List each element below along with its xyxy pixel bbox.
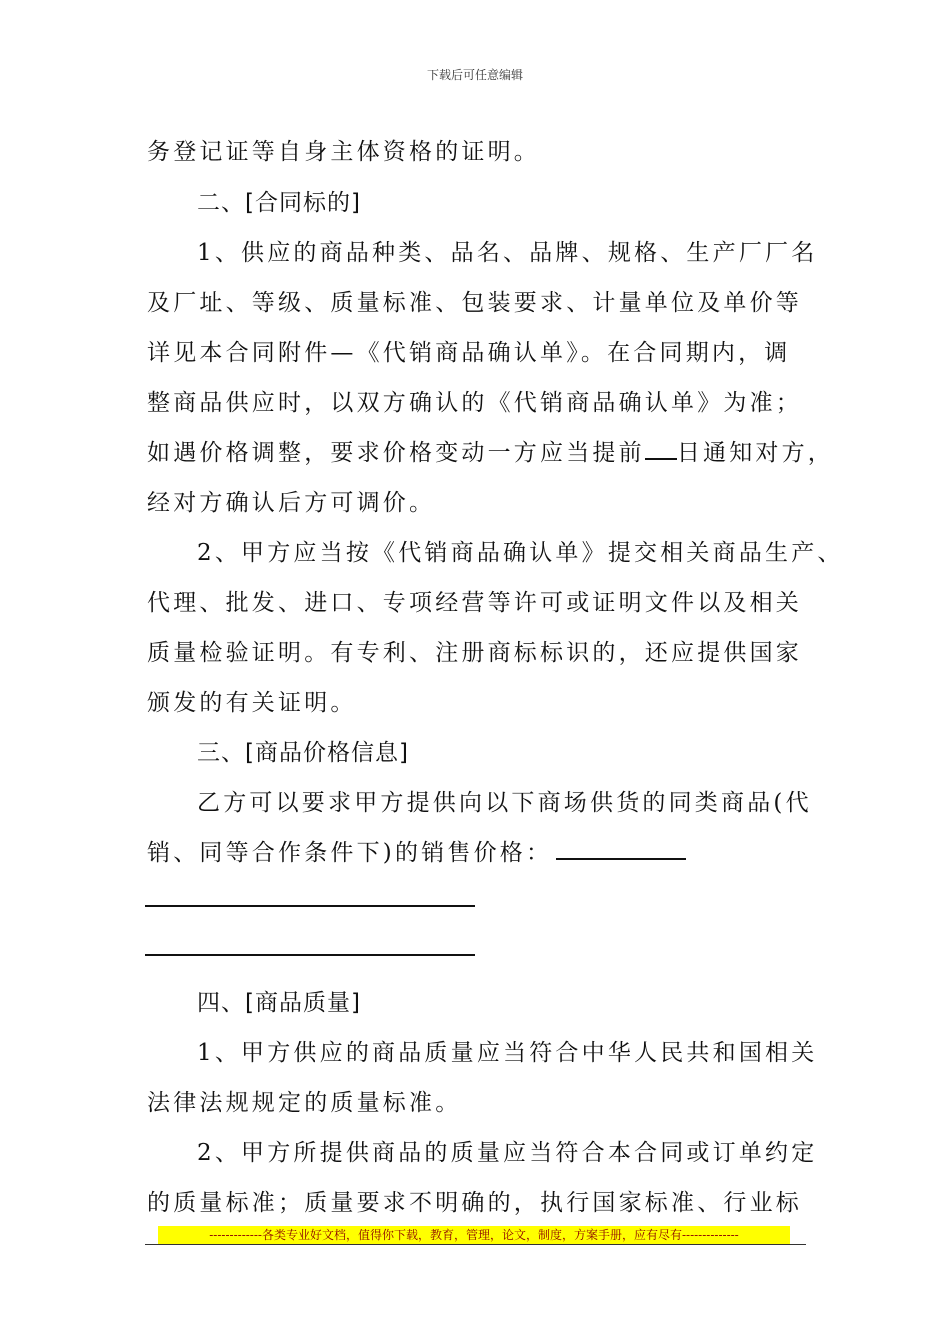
paragraph-line: 及厂址、等级、质量标准、包装要求、计量单位及单价等 [147, 290, 802, 316]
fill-in-blank[interactable] [645, 438, 677, 460]
fill-in-rule[interactable] [145, 954, 475, 956]
paragraph-line [147, 434, 834, 467]
paragraph-line: 务登记证等自身主体资格的证明。 [147, 139, 540, 165]
paragraph-line: 详见本合同附件—《代销商品确认单》。在合同期内，调 [147, 340, 791, 366]
footer-banner: -------------各类专业好文档，值得你下载，教育，管理，论文，制度，方案手册，应有尽有-------------- [158, 1226, 790, 1244]
paragraph-text: 如遇价格调整，要求价格变动一方应当提前 [147, 440, 645, 466]
section-heading-2: 二、[合同标的] [197, 190, 361, 216]
paragraph-line: 代理、批发、进口、专项经营等许可或证明文件以及相关 [147, 590, 802, 616]
section-heading-4: 四、[商品质量] [197, 990, 361, 1016]
paragraph-line: 质量检验证明。有专利、注册商标标识的，还应提供国家 [147, 640, 802, 666]
paragraph-line: 法律法规规定的质量标准。 [147, 1090, 462, 1116]
paragraph-line: 经对方确认后方可调价。 [147, 490, 436, 516]
paragraph-line [147, 834, 686, 867]
paragraph-line: 1、甲方供应的商品质量应当符合中华人民共和国相关 [197, 1040, 818, 1066]
paragraph-line: 的质量标准；质量要求不明确的，执行国家标准、行业标 [147, 1190, 802, 1216]
fill-in-rule[interactable] [145, 905, 475, 907]
paragraph-line: 颁发的有关证明。 [147, 690, 357, 716]
paragraph-line: 2、甲方所提供商品的质量应当符合本合同或订单约定 [197, 1140, 818, 1166]
fill-in-blank[interactable] [556, 838, 686, 860]
paragraph-text: 日通知对方， [676, 440, 835, 466]
paragraph-line: 1、供应的商品种类、品名、品牌、规格、生产厂厂名 [197, 240, 818, 266]
section-heading-3: 三、[商品价格信息] [197, 740, 409, 766]
paragraph-line: 乙方可以要求甲方提供向以下商场供货的同类商品(代 [197, 790, 812, 816]
paragraph-line: 2、甲方应当按《代销商品确认单》提交相关商品生产、 [197, 540, 844, 566]
page-header-note: 下载后可任意编辑 [426, 68, 523, 82]
footer-divider [145, 1244, 806, 1245]
paragraph-text: 销、同等合作条件下)的销售价格： [147, 840, 553, 866]
paragraph-line: 整商品供应时，以双方确认的《代销商品确认单》为准； [147, 390, 802, 416]
